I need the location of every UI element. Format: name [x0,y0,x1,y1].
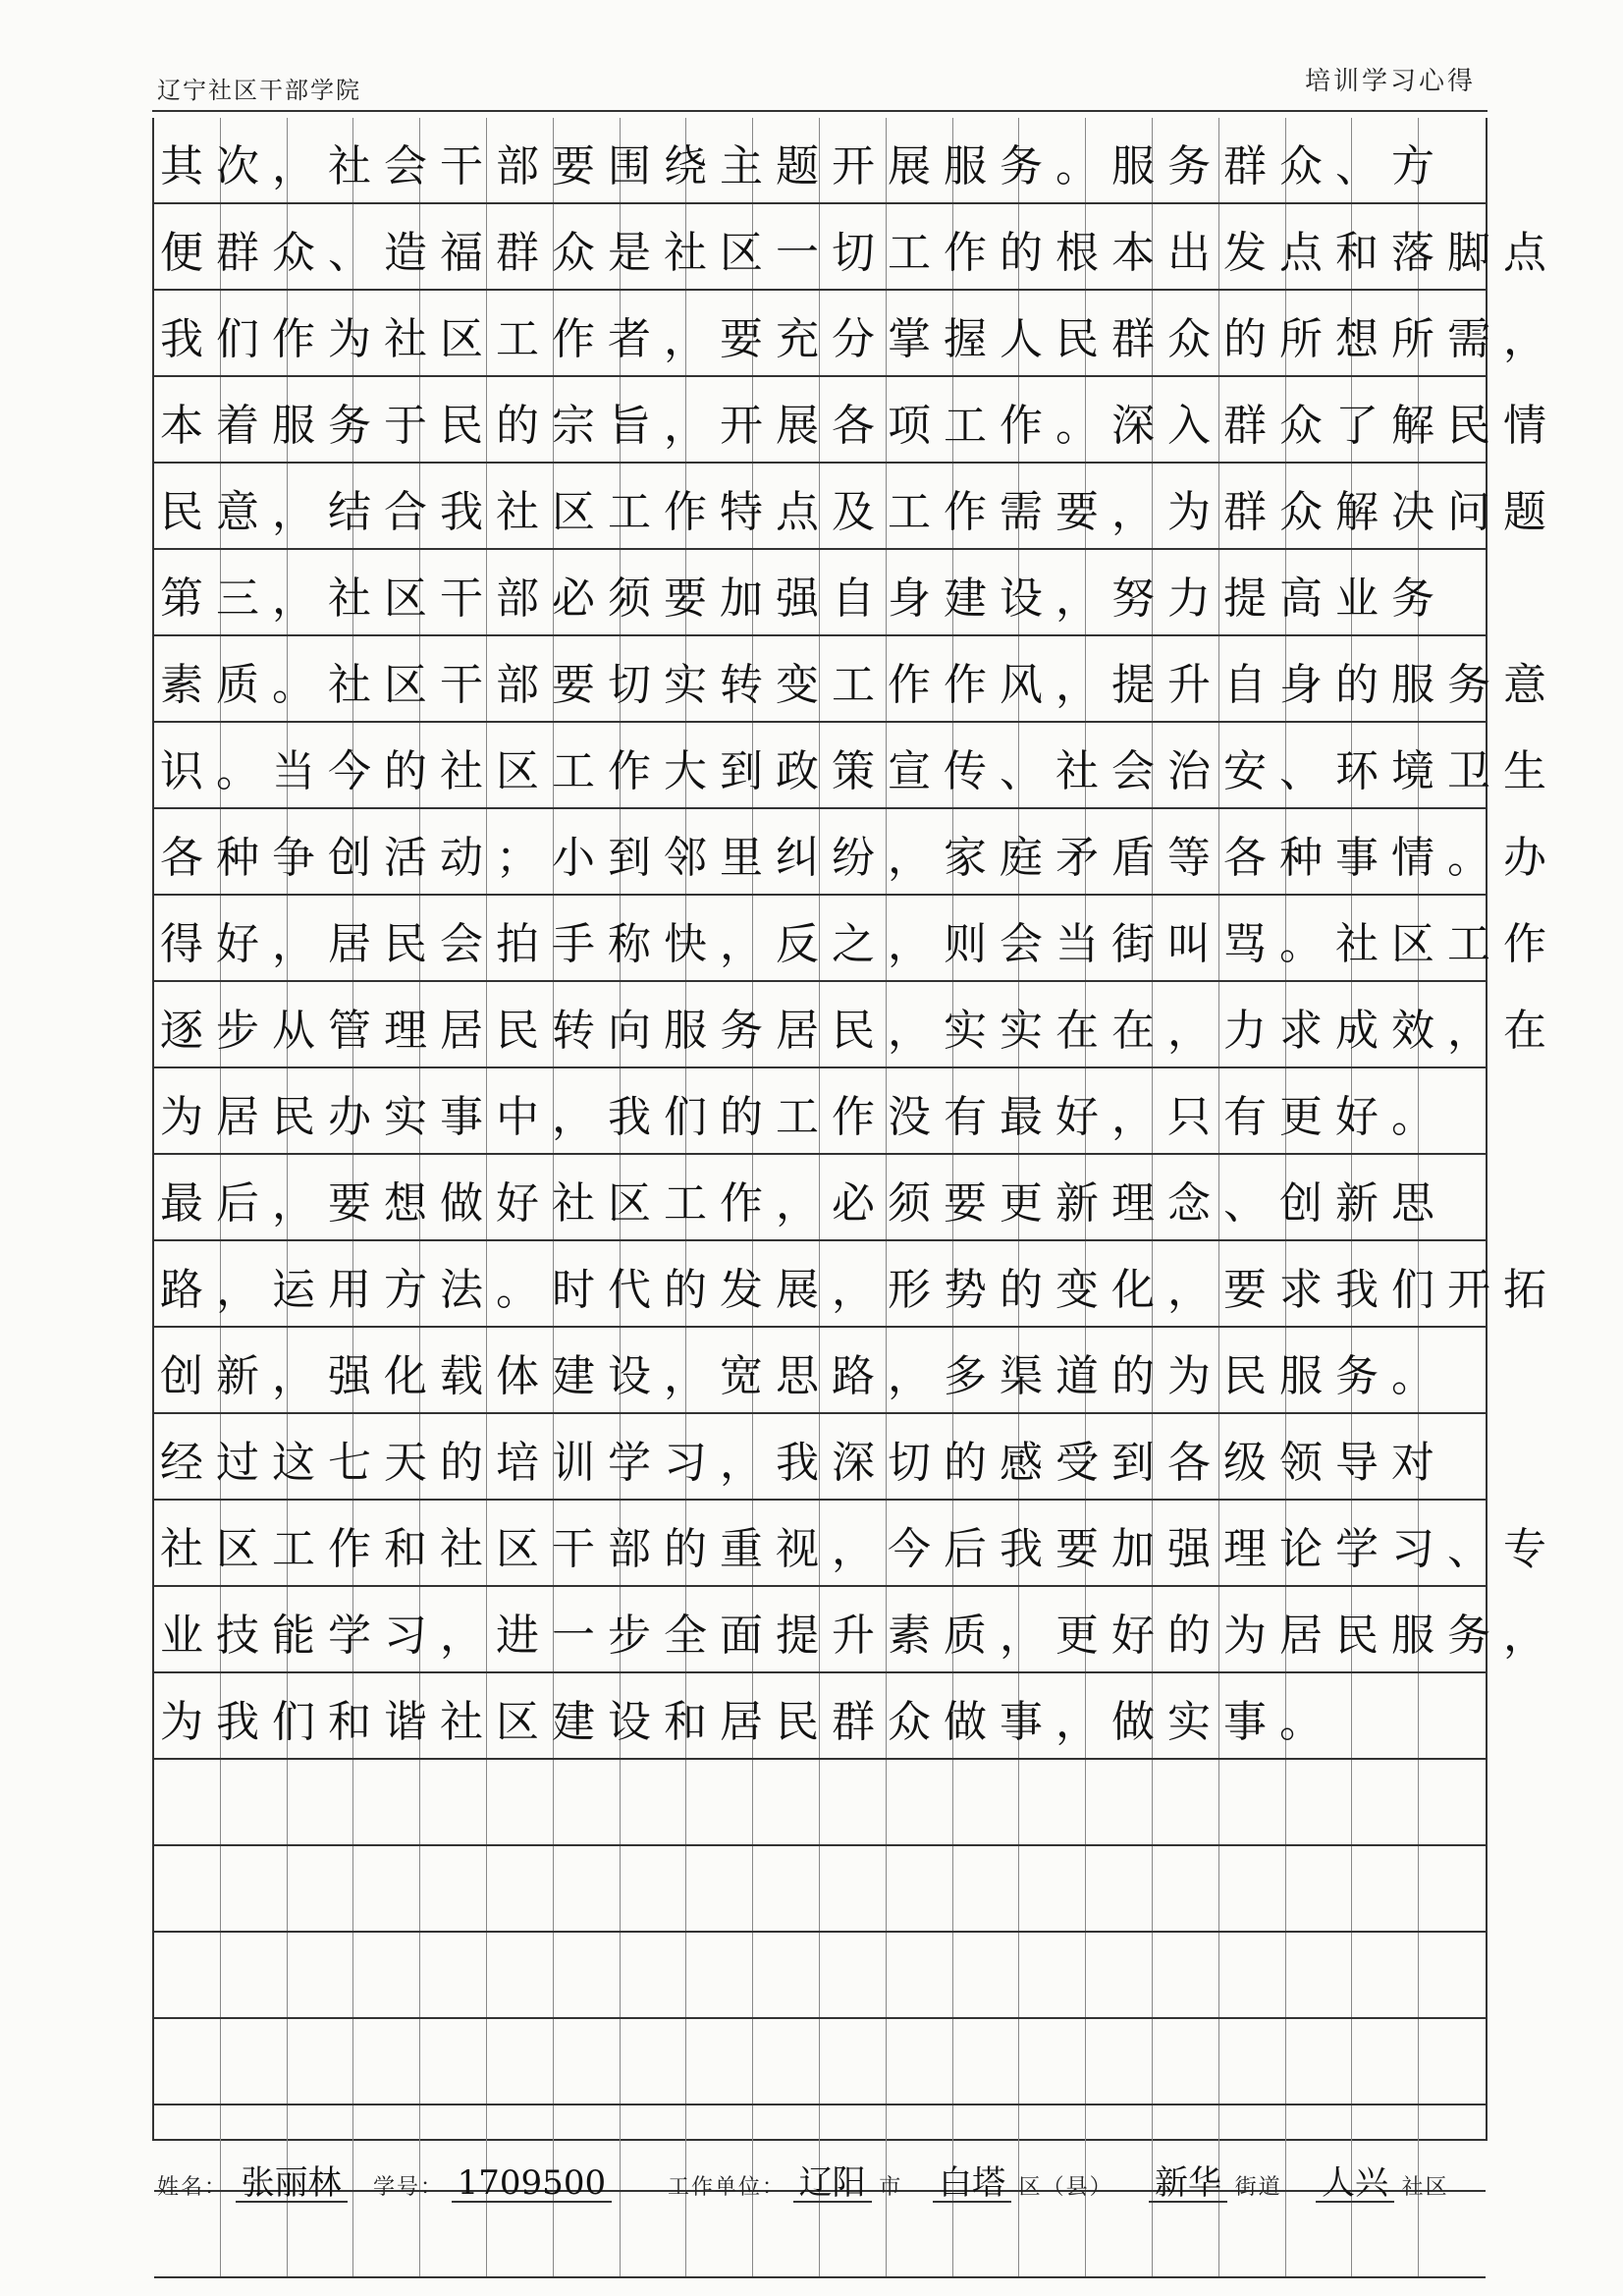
blank-grid-row [154,1846,1486,1933]
student-id-field [373,2165,612,2203]
name-label: 姓名： [157,2175,229,2200]
bleed-through-text [160,1779,1480,1838]
essay-line-row [154,636,1559,723]
work-unit-field [668,2165,902,2203]
bleed-through-text [160,2039,1480,2098]
street-label: 街道 [1234,2175,1282,2200]
essay-line-row [154,204,1559,291]
institution-name: 辽宁社区干部学院 [157,77,361,104]
essay-line-row [154,464,1559,550]
handwritten-line: 识。当今的社区工作大到政策宣传、社会治安、环境卫生 [160,746,1559,796]
blank-grid-row [154,1933,1486,2019]
essay-line-row [154,982,1559,1068]
bleed-through-text [160,1952,1480,2011]
handwritten-line: 各种争创活动；小到邻里纠纷，家庭矛盾等各种事情。办 [160,833,1559,883]
blank-grid-row [154,2019,1486,2105]
essay-line-row [154,118,1486,204]
essay-line-row [154,1414,1486,1501]
handwritten-line: 为我们和谐社区建设和居民群众做事，做实事。 [160,1697,1335,1747]
bleed-through-text [160,1866,1480,1925]
district-value: 白塔 [933,2165,1011,2203]
essay-line-row [154,1155,1486,1241]
handwritten-line: 创新，强化载体建设，宽思路，多渠道的为民服务。 [160,1351,1447,1401]
district-field [933,2165,1113,2203]
handwritten-line: 民意，结合我社区工作特点及工作需要，为群众解决问题 [160,487,1559,537]
essay-line-row [154,1328,1486,1414]
handwritten-line: 社区工作和社区干部的重视，今后我要加强理论学习、专 [160,1524,1559,1574]
handwritten-line: 便群众、造福群众是社区一切工作的根本出发点和落脚点 [160,228,1559,278]
handwritten-line: 为居民办实事中，我们的工作没有最好，只有更好。 [160,1092,1447,1142]
district-label: 区（县） [1018,2175,1113,2200]
essay-line-row [154,723,1559,809]
handwritten-line: 最后，要想做好社区工作，必须要更新理念、创新思 [160,1178,1447,1229]
essay-line-row [154,1501,1559,1587]
name-field [157,2165,348,2203]
handwritten-line: 得好，居民会拍手称快，反之，则会当街叫骂。社区工作 [160,919,1559,969]
handwritten-line: 路，运用方法。时代的发展，形势的变化，要求我们开拓 [160,1265,1559,1315]
community-label: 社区 [1401,2175,1449,2200]
sheet-title: 培训学习心得 [1304,67,1476,96]
community-value: 人兴 [1316,2165,1394,2203]
handwritten-line: 业技能学习，进一步全面提升素质，更好的为居民服务， [160,1611,1559,1661]
essay-line-row [154,1587,1559,1673]
student-info-footer [157,2165,1492,2224]
city-value: 辽阳 [793,2165,872,2203]
handwritten-line: 第三，社区干部必须要加强自身建设，努力提高业务 [160,574,1447,624]
header-divider [152,110,1488,112]
handwritten-line: 我们作为社区工作者，要充分掌握人民群众的所想所需， [160,314,1559,364]
composition-grid [152,118,1559,2141]
essay-line-row [154,1673,1486,1760]
student-id-value: 1709500 [452,2165,612,2203]
essay-line-row [154,377,1559,464]
essay-line-row [154,1241,1559,1328]
essay-line-row [154,291,1559,377]
handwritten-line: 逐步从管理居民转向服务居民，实实在在，力求成效，在 [160,1006,1559,1056]
essay-line-row [154,896,1559,982]
handwritten-line: 经过这七天的培训学习，我深切的感受到各级领导对 [160,1438,1447,1488]
handwritten-line: 本着服务于民的宗旨，开展各项工作。深入群众了解民情 [160,401,1559,451]
essay-line-row [154,809,1559,896]
community-field [1316,2165,1449,2203]
blank-grid-row [154,1760,1486,1846]
student-id-label: 学号： [373,2175,445,2200]
work-unit-label: 工作单位： [668,2175,786,2200]
street-value: 新华 [1149,2165,1227,2203]
essay-line-row [154,550,1486,636]
street-field [1149,2165,1282,2203]
handwritten-line: 素质。社区干部要切实转变工作作风，提升自身的服务意 [160,660,1559,710]
city-label: 市 [879,2175,903,2200]
handwritten-line: 其次，社会干部要围绕主题开展服务。服务群众、方 [160,141,1447,191]
name-value: 张丽林 [236,2165,348,2203]
essay-line-row [154,1068,1486,1155]
